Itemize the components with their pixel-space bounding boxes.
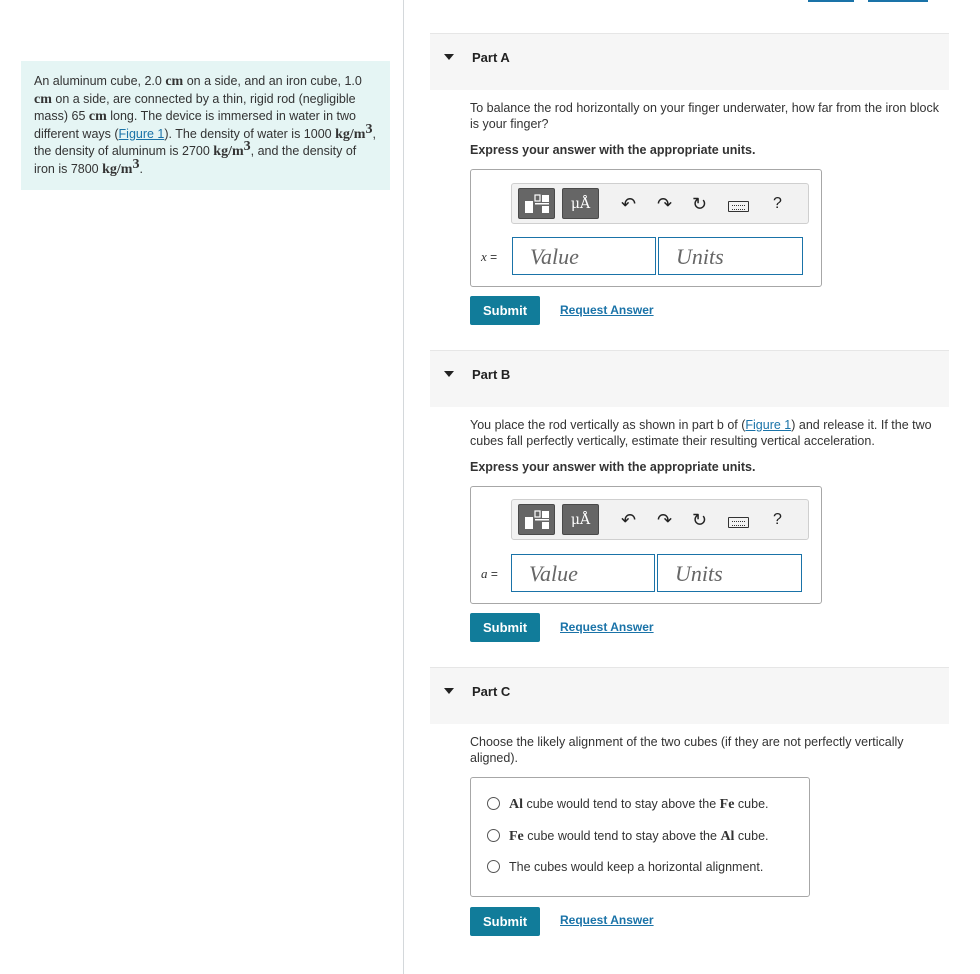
option-text: cube.: [734, 829, 769, 843]
part-c-submit-button[interactable]: Submit: [470, 907, 540, 936]
part-b-question: [470, 417, 935, 449]
question-text: You place the rod vertically as shown in part b of (: [470, 418, 746, 432]
help-icon[interactable]: ?: [773, 195, 782, 212]
part-c-question: Choose the likely alignment of the two cubes (if they are not perfectly vertically aligned).: [470, 735, 904, 765]
templates-icon: [524, 194, 550, 214]
problem-text: on a side, are connected by a thin, rigid rod (negligible mass) 65: [34, 91, 356, 123]
problem-text: , the density of aluminum is 2700: [34, 126, 376, 158]
math-toolbar: [511, 183, 809, 224]
value-input[interactable]: Value: [512, 237, 656, 275]
undo-icon[interactable]: ↶: [621, 510, 637, 530]
symbol-al: Al: [509, 797, 523, 812]
top-tab-indicator-right[interactable]: [868, 0, 928, 2]
option-text: cube.: [734, 797, 769, 811]
units-button[interactable]: μÅ: [562, 188, 599, 219]
symbol-al: Al: [720, 829, 735, 844]
keyboard-icon[interactable]: [728, 201, 749, 212]
equals-sign: =: [487, 567, 498, 581]
part-a-question: To balance the rod horizontally on your finger underwater, how far from the iron block is your finger?: [470, 101, 940, 131]
part-a-header[interactable]: [430, 33, 949, 90]
keyboard-icon[interactable]: [728, 517, 749, 528]
equals-sign: =: [486, 250, 498, 264]
unit-cm: cm: [88, 109, 107, 124]
unit-cm: cm: [165, 74, 184, 89]
templates-button[interactable]: [518, 504, 555, 535]
unit-density: kg/m: [335, 126, 366, 142]
radio-button[interactable]: [487, 829, 500, 842]
undo-icon[interactable]: ↶: [621, 194, 637, 214]
unit-exponent: 3: [243, 138, 251, 154]
variable-a: a: [481, 566, 488, 581]
radio-button[interactable]: [487, 797, 500, 810]
option-text: cube would tend to stay above the: [523, 829, 721, 843]
value-input[interactable]: Value: [511, 554, 655, 592]
part-a-instruction: Express your answer with the appropriate units.: [470, 143, 756, 157]
option-fe-above-al[interactable]: [487, 826, 769, 846]
part-b-answer-box: [470, 486, 822, 604]
problem-text: on a side, and an iron cube, 1.0: [183, 74, 362, 88]
problem-text: , and the density of iron is 7800: [34, 144, 357, 176]
part-b-title: Part B: [472, 367, 511, 382]
part-a-title: Part A: [472, 50, 510, 65]
unit-exponent: 3: [132, 156, 140, 172]
answer-variable-label: [481, 566, 498, 582]
math-toolbar: [511, 499, 809, 540]
part-c-request-answer-link[interactable]: Request Answer: [560, 913, 654, 927]
part-c-title: Part C: [472, 684, 511, 699]
collapse-caret-icon[interactable]: [444, 371, 454, 377]
question-text: ) and release it. If the two cubes fall perfectly vertically, estimate their resulting vertical acceleration.: [470, 418, 932, 448]
redo-icon[interactable]: ↷: [657, 510, 673, 530]
unit-density: kg/m: [102, 161, 133, 177]
reset-icon[interactable]: ↻: [692, 194, 708, 214]
unit-exponent: 3: [365, 121, 373, 137]
top-tab-indicator-left[interactable]: [808, 0, 854, 2]
problem-text: An aluminum cube, 2.0: [34, 74, 166, 88]
problem-statement: [21, 61, 390, 190]
part-a-request-answer-link[interactable]: Request Answer: [560, 303, 654, 317]
part-c-header[interactable]: [430, 667, 949, 724]
answer-variable-label: [481, 249, 497, 265]
figure-link[interactable]: Figure 1: [118, 126, 165, 141]
symbol-fe: Fe: [719, 797, 735, 812]
option-al-above-fe[interactable]: [487, 794, 769, 814]
radio-button[interactable]: [487, 860, 500, 873]
help-icon[interactable]: ?: [773, 511, 782, 528]
part-b-request-answer-link[interactable]: Request Answer: [560, 620, 654, 634]
redo-icon[interactable]: ↷: [657, 194, 673, 214]
unit-density: kg/m: [213, 144, 244, 159]
units-input[interactable]: Units: [658, 237, 803, 275]
symbol-fe: Fe: [509, 829, 524, 844]
option-text: The cubes would keep a horizontal alignment.: [509, 860, 764, 874]
panel-divider: [403, 0, 404, 974]
units-button[interactable]: μÅ: [562, 504, 599, 535]
problem-text: .: [139, 161, 143, 176]
reset-icon[interactable]: ↻: [692, 510, 708, 530]
unit-cm: cm: [34, 91, 52, 107]
part-b-submit-button[interactable]: Submit: [470, 613, 540, 642]
collapse-caret-icon[interactable]: [444, 688, 454, 694]
option-horizontal[interactable]: [487, 857, 763, 877]
part-a-answer-box: [470, 169, 822, 287]
part-b-instruction: Express your answer with the appropriate units.: [470, 460, 756, 474]
templates-button[interactable]: [518, 188, 555, 219]
part-a-submit-button[interactable]: Submit: [470, 296, 540, 325]
option-text: cube would tend to stay above the: [523, 797, 720, 811]
part-c-options: [470, 777, 810, 897]
collapse-caret-icon[interactable]: [444, 54, 454, 60]
figure-link[interactable]: Figure 1: [745, 418, 792, 432]
templates-icon: [524, 510, 550, 530]
problem-text: ). The density of water is 1000: [164, 126, 336, 141]
variable-x: x: [481, 249, 487, 264]
part-b-header[interactable]: [430, 350, 949, 407]
problem-text: long. The device is immersed in water in two different ways (: [34, 109, 356, 141]
units-input[interactable]: Units: [657, 554, 802, 592]
